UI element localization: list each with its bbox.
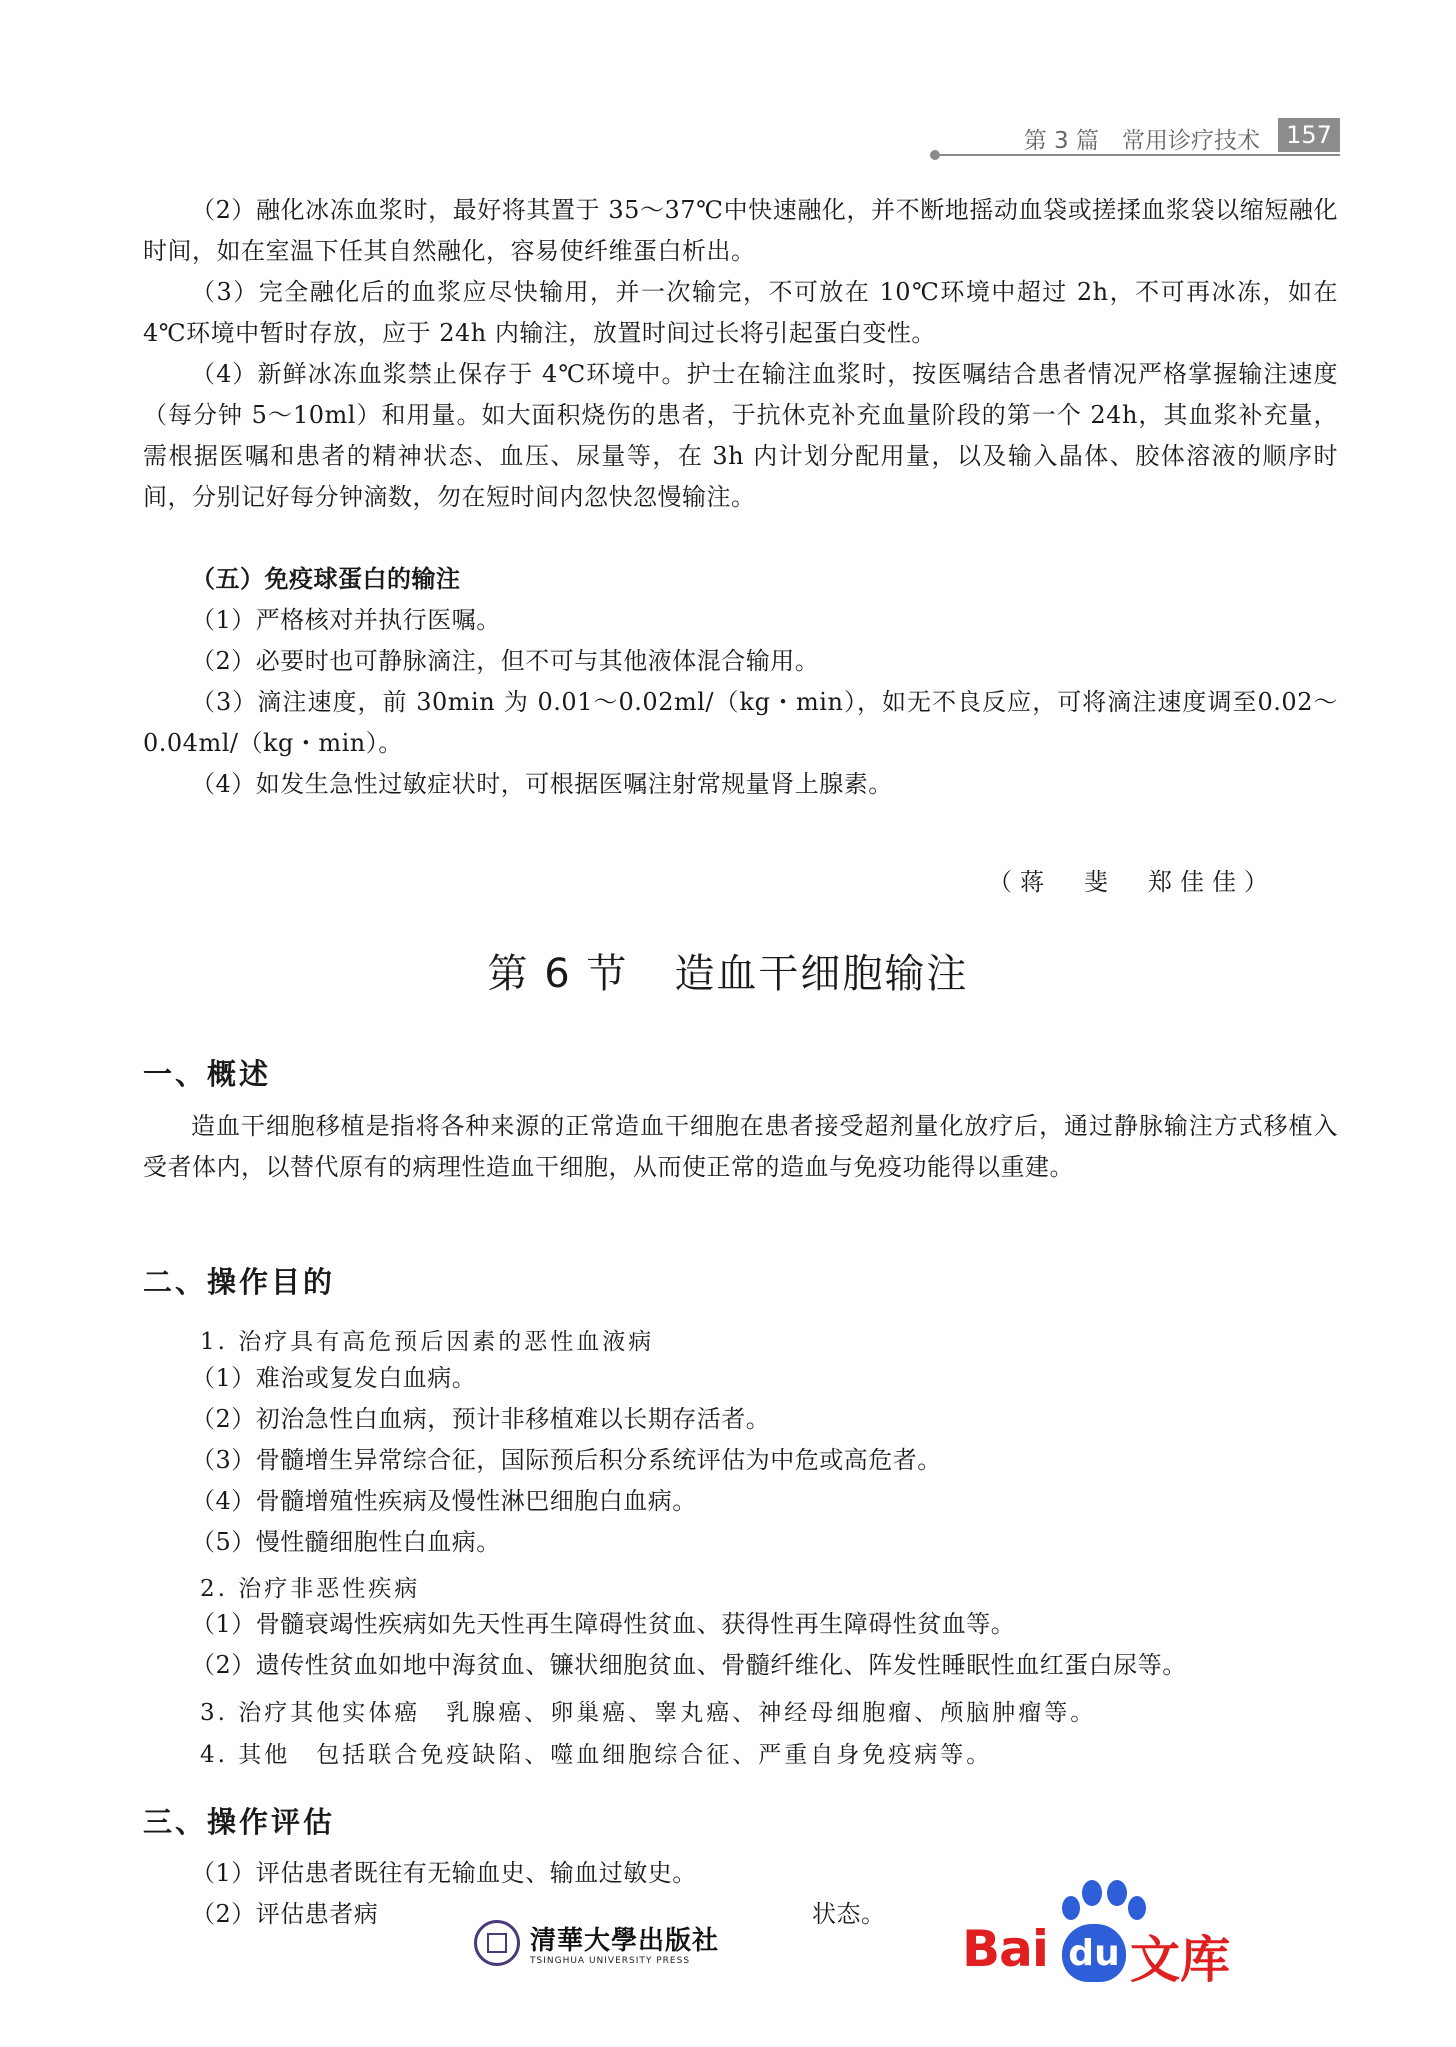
- watermark-wenku: 文库: [1130, 1931, 1230, 1989]
- paragraph-overview: 造血干细胞移植是指将各种来源的正常造血干细胞在患者接受超剂量化放疗后，通过静脉输注方式移植入受者体内，以替代原有的病理性造血干细胞，从而使正常的造血与免疫功能得以重建。: [143, 1112, 1338, 1181]
- subheading-immunoglobulin: （五）免疫球蛋白的输注: [191, 565, 461, 593]
- paw-toe-icon: [1107, 1880, 1127, 1906]
- paragraph-use-plasma: （3）完全融化后的血浆应尽快输用，并一次输完，不可放在 10℃环境中超过 2h，不可再冰冻，如在 4℃环境中暂时存放，应于 24h 内输注，放置时间过长将引起蛋白变性。: [143, 278, 1338, 347]
- heading-assessment: 三、操作评估: [143, 1805, 336, 1839]
- list-item: （5）慢性髓细胞性白血病。: [191, 1528, 501, 1556]
- watermark-bai: Bai: [962, 1920, 1048, 1978]
- authors: （蒋 斐 郑佳佳）: [988, 868, 1276, 896]
- baidu-wenku-watermark: [962, 1880, 1232, 2000]
- list-item: （1）评估患者既往有无输血史、输血过敏史。: [191, 1859, 697, 1887]
- section-title-text: 造血干细胞输注: [674, 951, 969, 997]
- publisher-name: 清華大學出版社: [530, 1926, 720, 1956]
- list-item: （1）骨髓衰竭性疾病如先天性再生障碍性贫血、获得性再生障碍性贫血等。: [191, 1610, 1016, 1638]
- numbered-heading: 3. 治疗其他实体癌 乳腺癌、卵巢癌、睾丸癌、神经母细胞瘤、颅脑肿瘤等。: [200, 1700, 1097, 1726]
- publisher-seal-icon: [474, 1920, 520, 1966]
- section-number: 第 6 节: [487, 951, 629, 997]
- heading-overview: 一、概述: [143, 1057, 272, 1091]
- numbered-heading: 1. 治疗具有高危预后因素的恶性血液病: [200, 1329, 655, 1355]
- list-item-partial-end: 状态。: [812, 1900, 886, 1928]
- list-item-partial: （2）评估患者病: [191, 1900, 379, 1928]
- paw-toe-icon: [1082, 1880, 1102, 1906]
- paw-toe-icon: [1128, 1896, 1146, 1920]
- running-header: [930, 118, 1340, 160]
- section-title: [0, 942, 1456, 999]
- list-item: （2）遗传性贫血如地中海贫血、镰状细胞贫血、骨髓纤维化、阵发性睡眠性血红蛋白尿等。: [191, 1651, 1187, 1679]
- publisher-logo: [474, 1918, 720, 1972]
- paragraph-store-plasma: （4）新鲜冰冻血浆禁止保存于 4℃环境中。护士在输注血浆时，按医嘱结合患者情况严格掌握输注速度（每分钟 5～10ml）和用量。如大面积烧伤的患者，于抗休克补充血量阶段的第一个 24h，其血浆补充量，需根据医嘱和患者的精神状态、血压、尿量等，在 3h 内计划分配用量，以及输入晶体、胶体溶液的顺序时间，分别记好每分钟滴数，勿在短时间内忽快忽慢输注。: [143, 360, 1338, 511]
- publisher-name-en: TSINGHUA UNIVERSITY PRESS: [530, 1956, 691, 1966]
- list-item: （4）骨髓增殖性疾病及慢性淋巴细胞白血病。: [191, 1487, 697, 1515]
- numbered-heading: 2. 治疗非恶性疾病: [200, 1576, 421, 1602]
- list-item: （1）难治或复发白血病。: [191, 1364, 477, 1392]
- list-item: （1）严格核对并执行医嘱。: [191, 606, 501, 634]
- list-item: （2）必要时也可静脉滴注，但不可与其他液体混合输用。: [191, 647, 820, 675]
- page-number: 157: [1278, 118, 1340, 152]
- list-item: （4）如发生急性过敏症状时，可根据医嘱注射常规量肾上腺素。: [191, 770, 893, 798]
- paw-toe-icon: [1062, 1896, 1080, 1920]
- list-item: （2）初治急性白血病，预计非移植难以长期存活者。: [191, 1405, 771, 1433]
- paragraph-thaw-plasma: （2）融化冰冻血浆时，最好将其置于 35～37℃中快速融化，并不断地摇动血袋或搓揉血浆袋以缩短融化时间，如在室温下任其自然融化，容易使纤维蛋白析出。: [143, 196, 1338, 265]
- watermark-du: du: [1062, 1924, 1126, 1982]
- numbered-heading: 4. 其他 包括联合免疫缺陷、噬血细胞综合征、严重自身免疫病等。: [200, 1742, 993, 1768]
- paragraph-drip-rate: （3）滴注速度，前 30min 为 0.01～0.02ml/（kg・min），如无不良反应，可将滴注速度调至0.02～0.04ml/（kg・min）。: [143, 688, 1338, 757]
- heading-purpose: 二、操作目的: [143, 1265, 336, 1299]
- list-item: （3）骨髓增生异常综合征，国际预后积分系统评估为中危或高危者。: [191, 1446, 942, 1474]
- header-section-title: 第 3 篇 常用诊疗技术: [1023, 128, 1260, 154]
